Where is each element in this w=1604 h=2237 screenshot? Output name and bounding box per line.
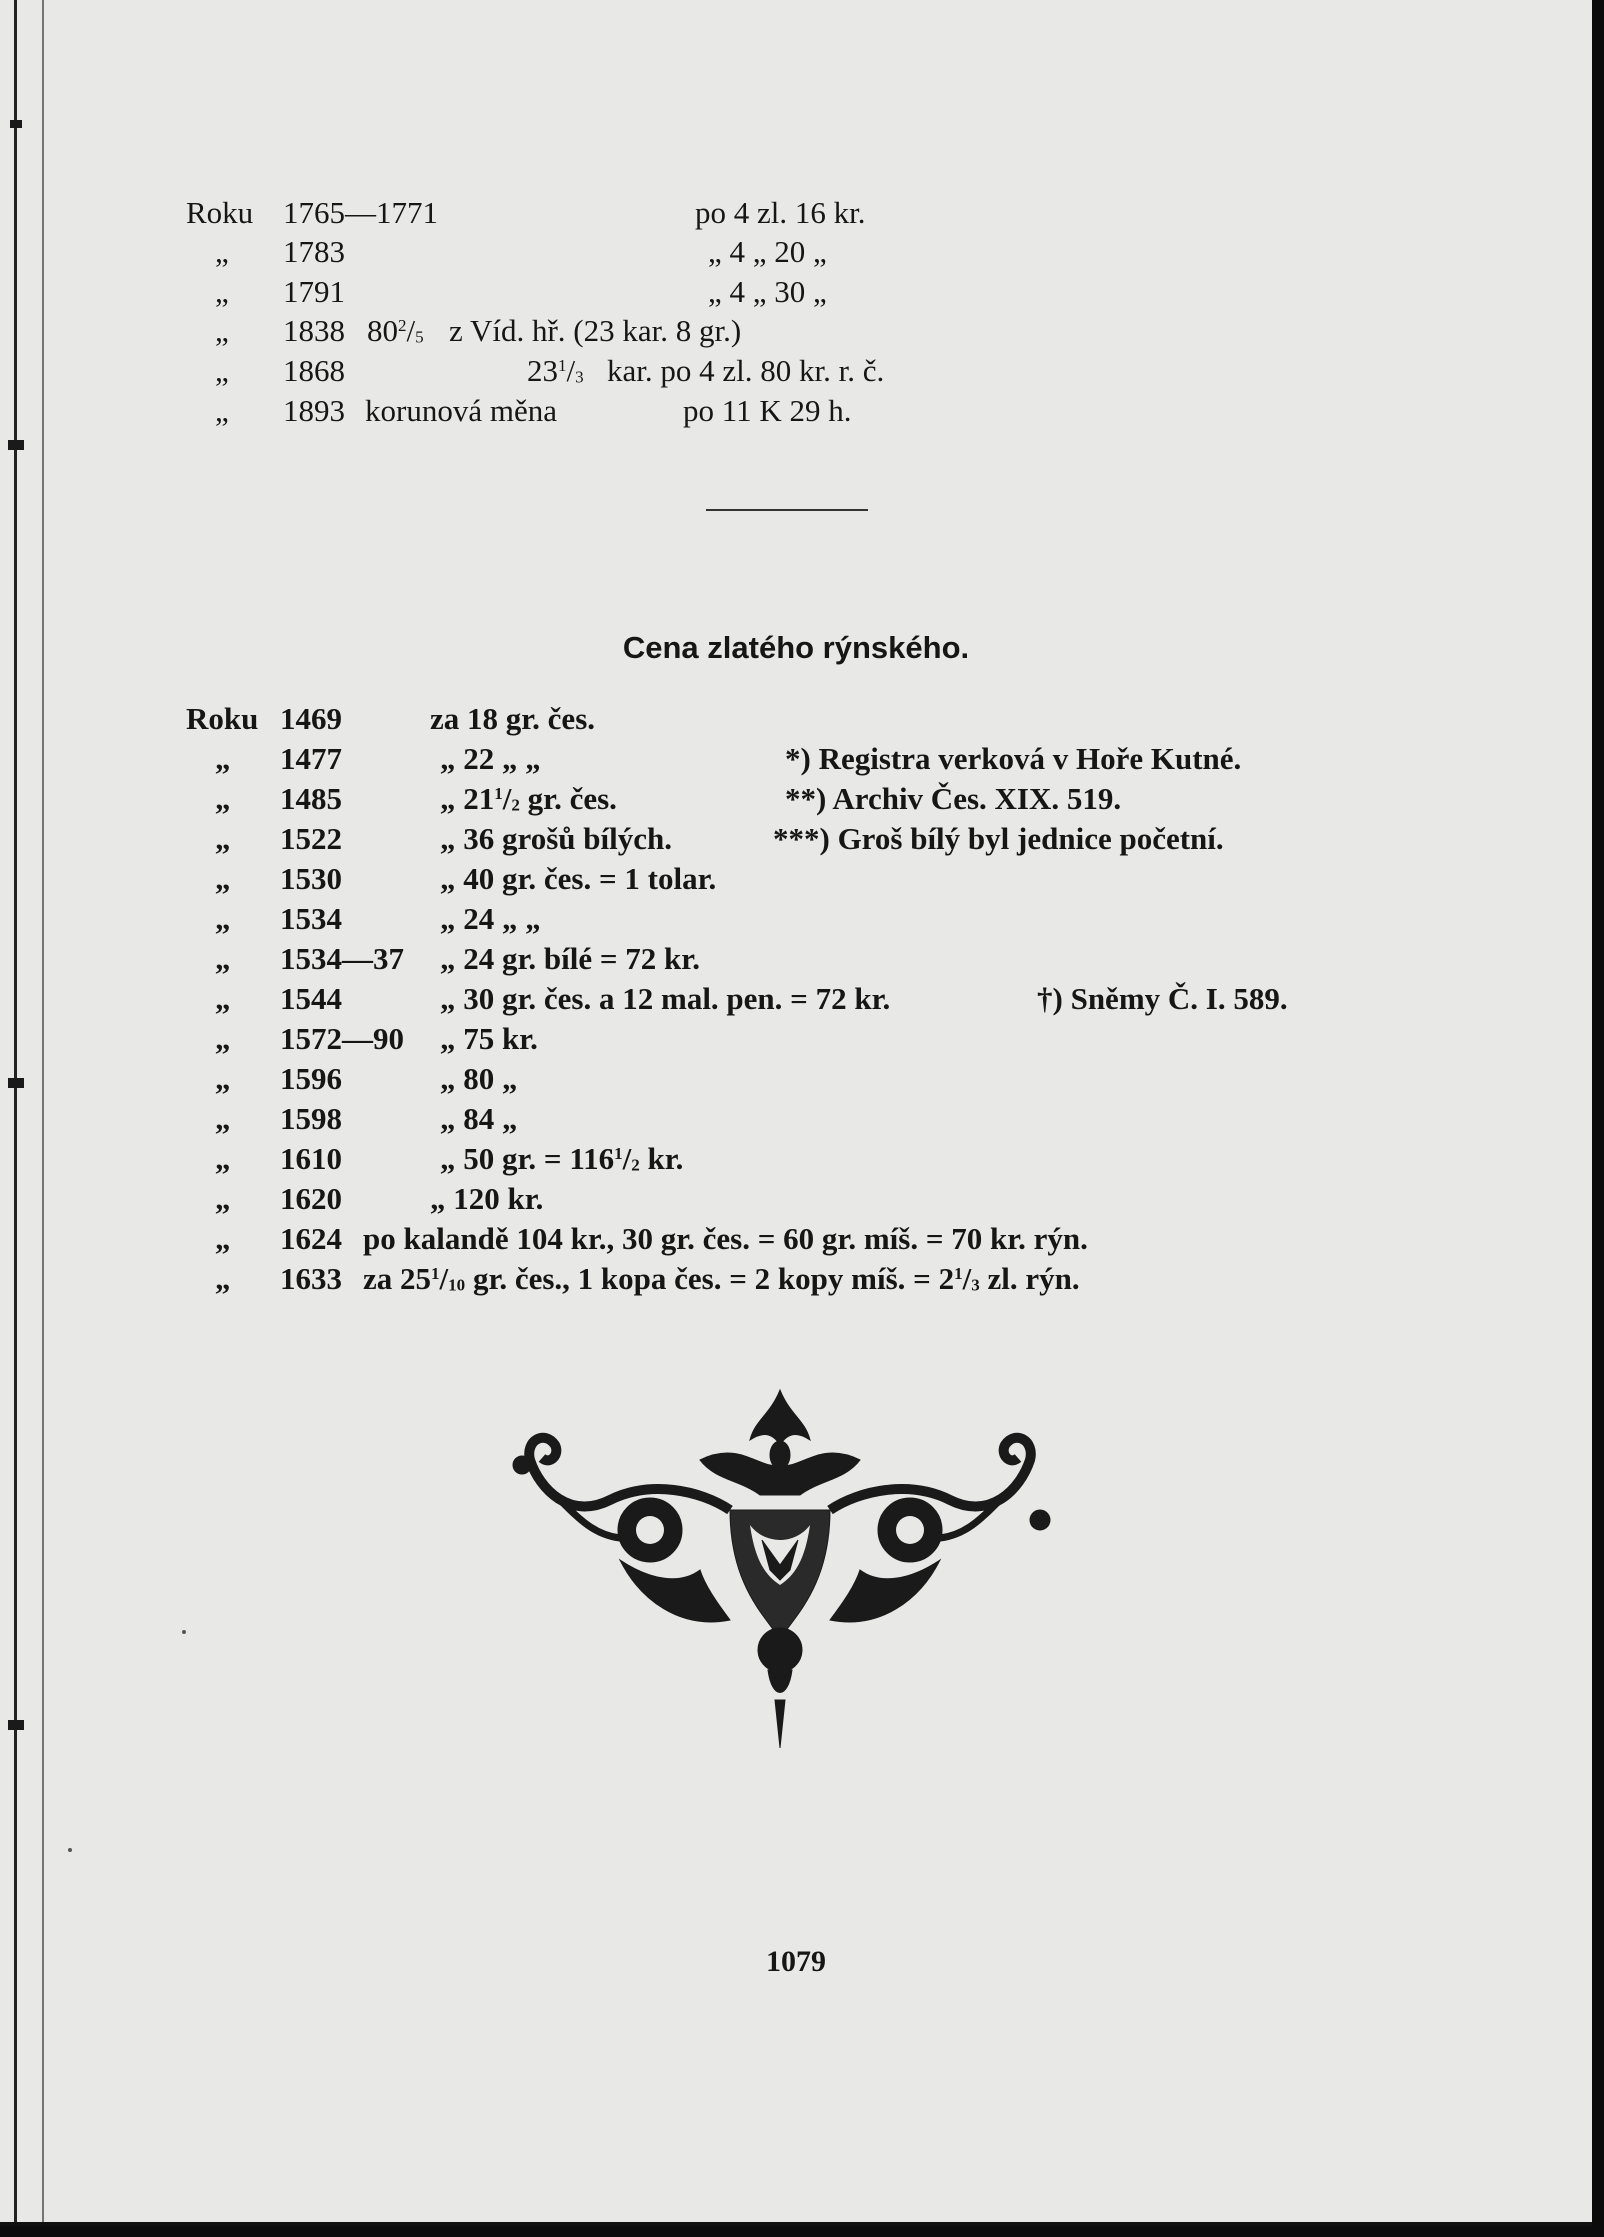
t1-year: 1893 xyxy=(283,393,345,428)
t1-note: z Víd. hř. (23 kar. 8 gr.) xyxy=(449,313,742,348)
t2-year: 1598 xyxy=(280,1101,342,1136)
t2-value: „ 24 gr. bílé = 72 kr. xyxy=(440,941,700,976)
t2-ditto: „ xyxy=(215,1181,231,1216)
t2-year: 1633 xyxy=(280,1261,342,1296)
t2-year: 1530 xyxy=(280,861,342,896)
t2-value: „ 40 gr. čes. = 1 tolar. xyxy=(440,861,717,896)
t2-value: „ 84 „ xyxy=(440,1101,518,1136)
binding-mark xyxy=(10,120,22,128)
t2-ditto: „ xyxy=(215,1101,231,1136)
t2-ditto: „ xyxy=(215,901,231,936)
t2-year: 1485 xyxy=(280,781,342,816)
t1-note: korunová měna xyxy=(365,393,557,428)
t2-label: Roku xyxy=(186,701,259,736)
vignette-leaf-left xyxy=(620,1560,730,1622)
t1-fraction: $23^1/_3$ xyxy=(527,353,584,388)
t2-year: 1596 xyxy=(280,1061,342,1096)
t2-year: 1544 xyxy=(280,981,342,1016)
t1-year: 1868 xyxy=(283,353,345,388)
binding-edge xyxy=(14,0,17,2222)
t2-ditto: „ xyxy=(215,941,231,976)
t2-value: po kalandě 104 kr., 30 gr. čes. = 60 gr. míš. = 70 kr. rýn. xyxy=(363,1221,1088,1256)
t2-value: „ 80 „ xyxy=(440,1061,518,1096)
footnote: †) Sněmy Č. I. 589. xyxy=(1037,981,1288,1016)
t2-year: 1572—90 xyxy=(280,1021,404,1056)
t1-year: 1765—1771 xyxy=(283,195,438,230)
binding-mark xyxy=(8,440,24,450)
t2-value: „ 30 gr. čes. a 12 mal. pen. = 72 kr. xyxy=(440,981,891,1016)
vignette-berry-right xyxy=(1030,1510,1050,1530)
section-heading: Cena zlatého rýnského. xyxy=(622,630,970,665)
vignette-rosette-right-core xyxy=(896,1516,924,1544)
t2-year: 1477 xyxy=(280,741,342,776)
footnote: ***) Groš bílý byl jednice početní. xyxy=(773,821,1224,856)
t1-ditto: „ xyxy=(215,353,229,388)
t2-ditto: „ xyxy=(215,981,231,1016)
t1-year: 1791 xyxy=(283,274,345,309)
t2-ditto: „ xyxy=(215,1221,231,1256)
t1-amount: po 11 K 29 h. xyxy=(683,393,852,428)
t2-year: 1534—37 xyxy=(280,941,404,976)
t2-ditto: „ xyxy=(215,1141,231,1176)
binding-edge-inner xyxy=(42,0,44,2222)
page-number: 1079 xyxy=(766,1945,826,1978)
vignette-mask xyxy=(758,1628,802,1672)
binding-mark xyxy=(8,1720,24,1730)
speck xyxy=(182,1630,186,1634)
t1-ditto: „ xyxy=(215,234,229,269)
decorative-vignette xyxy=(500,1370,1060,1750)
t2-value-fraction: za $25^1/_{10}$ gr. čes., 1 kopa čes. = 2 kopy míš. = $2^1/_3$ zl. rýn. xyxy=(363,1261,1080,1296)
vignette-scroll-left xyxy=(529,1438,730,1510)
vignette-scroll-right xyxy=(830,1438,1031,1510)
section-divider xyxy=(706,509,868,511)
footnote: *) Registra verková v Hoře Kutné. xyxy=(785,741,1242,776)
speck xyxy=(68,1848,72,1852)
t2-year: 1610 xyxy=(280,1141,342,1176)
footnote: **) Archiv Čes. XIX. 519. xyxy=(785,781,1122,816)
t2-ditto: „ xyxy=(215,1021,231,1056)
t2-value-fraction: „ $21^1/_2$ gr. čes. xyxy=(440,781,617,816)
t2-year: 1522 xyxy=(280,821,342,856)
t2-value: „ 24 „ „ xyxy=(440,901,541,936)
t2-ditto: „ xyxy=(215,861,231,896)
t1-ditto: „ xyxy=(215,313,229,348)
binding-mark xyxy=(8,1078,24,1088)
vignette-leaf-right xyxy=(830,1560,940,1622)
t2-year: 1534 xyxy=(280,901,342,936)
t1-label: Roku xyxy=(186,195,254,230)
t2-value: „ 120 kr. xyxy=(430,1181,544,1216)
t1-amount: „ 4 „ 30 „ xyxy=(708,274,827,309)
t1-amount: kar. po 4 zl. 80 kr. r. č. xyxy=(607,353,885,388)
t1-amount: „ 4 „ 20 „ xyxy=(708,234,827,269)
t2-ditto: „ xyxy=(215,821,231,856)
t2-year: 1469 xyxy=(280,701,342,736)
t2-year: 1620 xyxy=(280,1181,342,1216)
t2-value: „ 75 kr. xyxy=(440,1021,538,1056)
t2-year: 1624 xyxy=(280,1221,342,1256)
t1-fraction: $80^2/_5$ xyxy=(367,313,424,348)
vignette-flower-top xyxy=(750,1390,810,1445)
t2-value: „ 36 grošů bílých. xyxy=(440,821,672,856)
vignette-drop xyxy=(775,1700,785,1748)
t1-year: 1838 xyxy=(283,313,345,348)
t2-ditto: „ xyxy=(215,781,231,816)
t1-amount: po 4 zl. 16 kr. xyxy=(695,195,866,230)
t2-value: „ 22 „ „ xyxy=(440,741,541,776)
t1-ditto: „ xyxy=(215,274,229,309)
t2-ditto: „ xyxy=(215,1261,231,1296)
vignette-berry-left xyxy=(513,1456,531,1474)
t1-year: 1783 xyxy=(283,234,345,269)
t2-value: za 18 gr. čes. xyxy=(430,701,596,736)
t1-ditto: „ xyxy=(215,393,229,428)
t2-value-fraction: „ 50 gr. = $116^1/_2$ kr. xyxy=(440,1141,684,1176)
vignette-pendant xyxy=(768,1670,792,1693)
t2-ditto: „ xyxy=(215,1061,231,1096)
vignette-rosette-left-core xyxy=(636,1516,664,1544)
t2-ditto: „ xyxy=(215,741,231,776)
